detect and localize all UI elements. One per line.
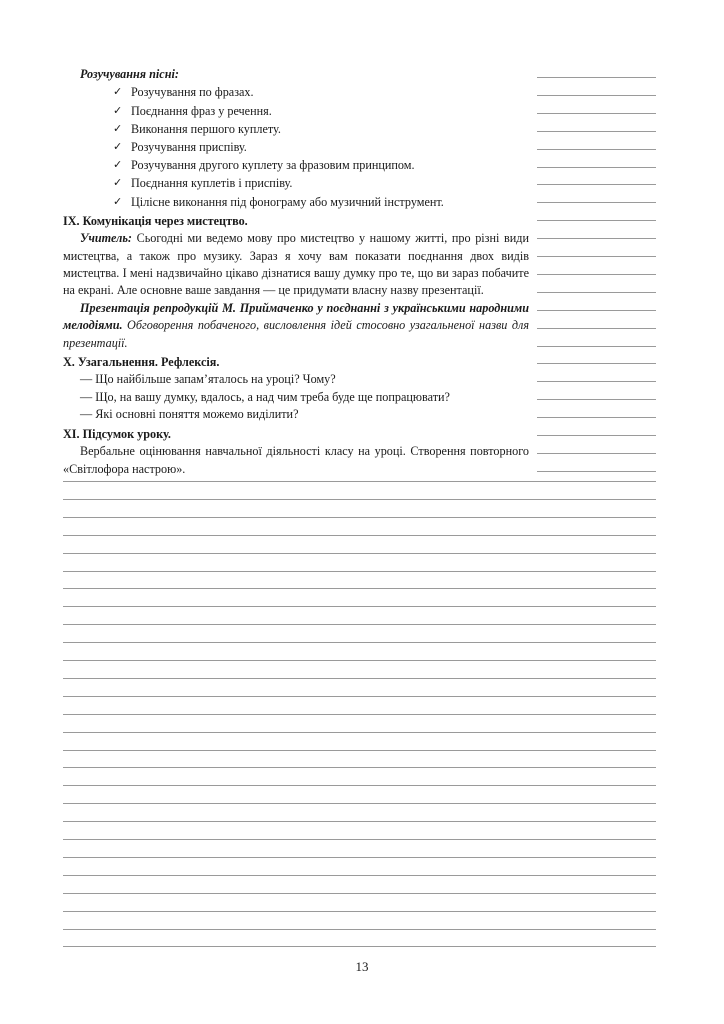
writing-line [63, 642, 656, 643]
writing-line [63, 660, 656, 661]
writing-line [63, 714, 656, 715]
teacher-label: Учитель: [80, 231, 132, 246]
writing-line [63, 571, 656, 572]
reflection-question: — Що, на вашу думку, вдалось, а над чим треба буде ще попрацювати? [80, 389, 450, 404]
presentation-paragraph [63, 300, 529, 352]
writing-line [63, 588, 656, 589]
checkmark-icon: ✓ [113, 140, 123, 154]
presentation-note: Обговорення побаченого, висловлення ідей стосовно узагальненої назви для презентації. [63, 318, 529, 350]
writing-line [63, 553, 656, 554]
reflection-question: — Які основні поняття можемо виділити? [80, 407, 299, 422]
list-item: ✓ Поєднання куплетів і приспіву. [63, 174, 529, 192]
writing-line [63, 606, 656, 607]
summary-paragraph: Вербальне оцінювання навчальної діяльності класу на уроці. Створення повторного «Світлофора настрою». [63, 444, 529, 476]
teacher-text: Сьогодні ми ведемо мову про мистецтво у нашому житті, про різні види мистецтва, а також про музику. Зараз я хочу вам показати поєднання двох видів мистецтва. І мені надзвичайно цікаво дізнатися вашу думку про те, що ви зараз побачите на екрані. Але основне ваше завдання — це придумати власну назву презентації. [63, 231, 529, 298]
writing-line [63, 803, 656, 804]
presentation-title: Презентація репродукцій М. Приймаченко у поєднанні з українськими народними мелодіями. [63, 300, 529, 333]
writing-line [63, 821, 656, 822]
page-number: 13 [355, 959, 369, 974]
section-xi-title: XI. Підсумок уроку. [63, 426, 171, 441]
checkmark-icon: ✓ [113, 85, 123, 99]
lesson-text [63, 66, 529, 478]
checkmark-icon: ✓ [113, 121, 123, 135]
list-item: ✓ Розучування по фразах. [63, 83, 529, 101]
writing-line [63, 839, 656, 840]
list-item: ✓ Виконання першого куплету. [63, 120, 529, 138]
writing-line [63, 517, 656, 518]
writing-line [63, 785, 656, 786]
checkmark-icon: ✓ [113, 194, 123, 208]
list-item: ✓ Цілісне виконання під фонограму або музичний інструмент. [63, 193, 529, 211]
writing-line [63, 481, 656, 482]
section-ix-title: IX. Комунікація через мистецтво. [63, 213, 248, 228]
writing-line [63, 678, 656, 679]
writing-line [63, 750, 656, 751]
writing-line [63, 929, 656, 930]
writing-line [63, 499, 656, 500]
list-item: ✓ Розучування другого куплету за фразовим принципом. [63, 156, 529, 174]
writing-line [63, 696, 656, 697]
writing-line [63, 732, 656, 733]
writing-line [63, 893, 656, 894]
reflection-question: — Що найбільше запам’яталось на уроці? Чому? [80, 372, 336, 387]
list-item: ✓ Розучування приспіву. [63, 138, 529, 156]
teacher-paragraph [63, 230, 529, 300]
list-item: ✓ Поєднання фраз у речення. [63, 102, 529, 120]
writing-line [63, 767, 656, 768]
section-x-title: X. Узагальнення. Рефлексія. [63, 355, 220, 370]
song-steps-list [63, 83, 529, 210]
song-learning-heading: Розучування пісні: [80, 67, 179, 81]
checkmark-icon: ✓ [113, 103, 123, 117]
writing-line [63, 624, 656, 625]
writing-line [63, 857, 656, 858]
writing-line [63, 946, 656, 947]
writing-line [63, 875, 656, 876]
checkmark-icon: ✓ [113, 176, 123, 190]
writing-line [63, 535, 656, 536]
checkmark-icon: ✓ [113, 158, 123, 172]
writing-line [63, 911, 656, 912]
